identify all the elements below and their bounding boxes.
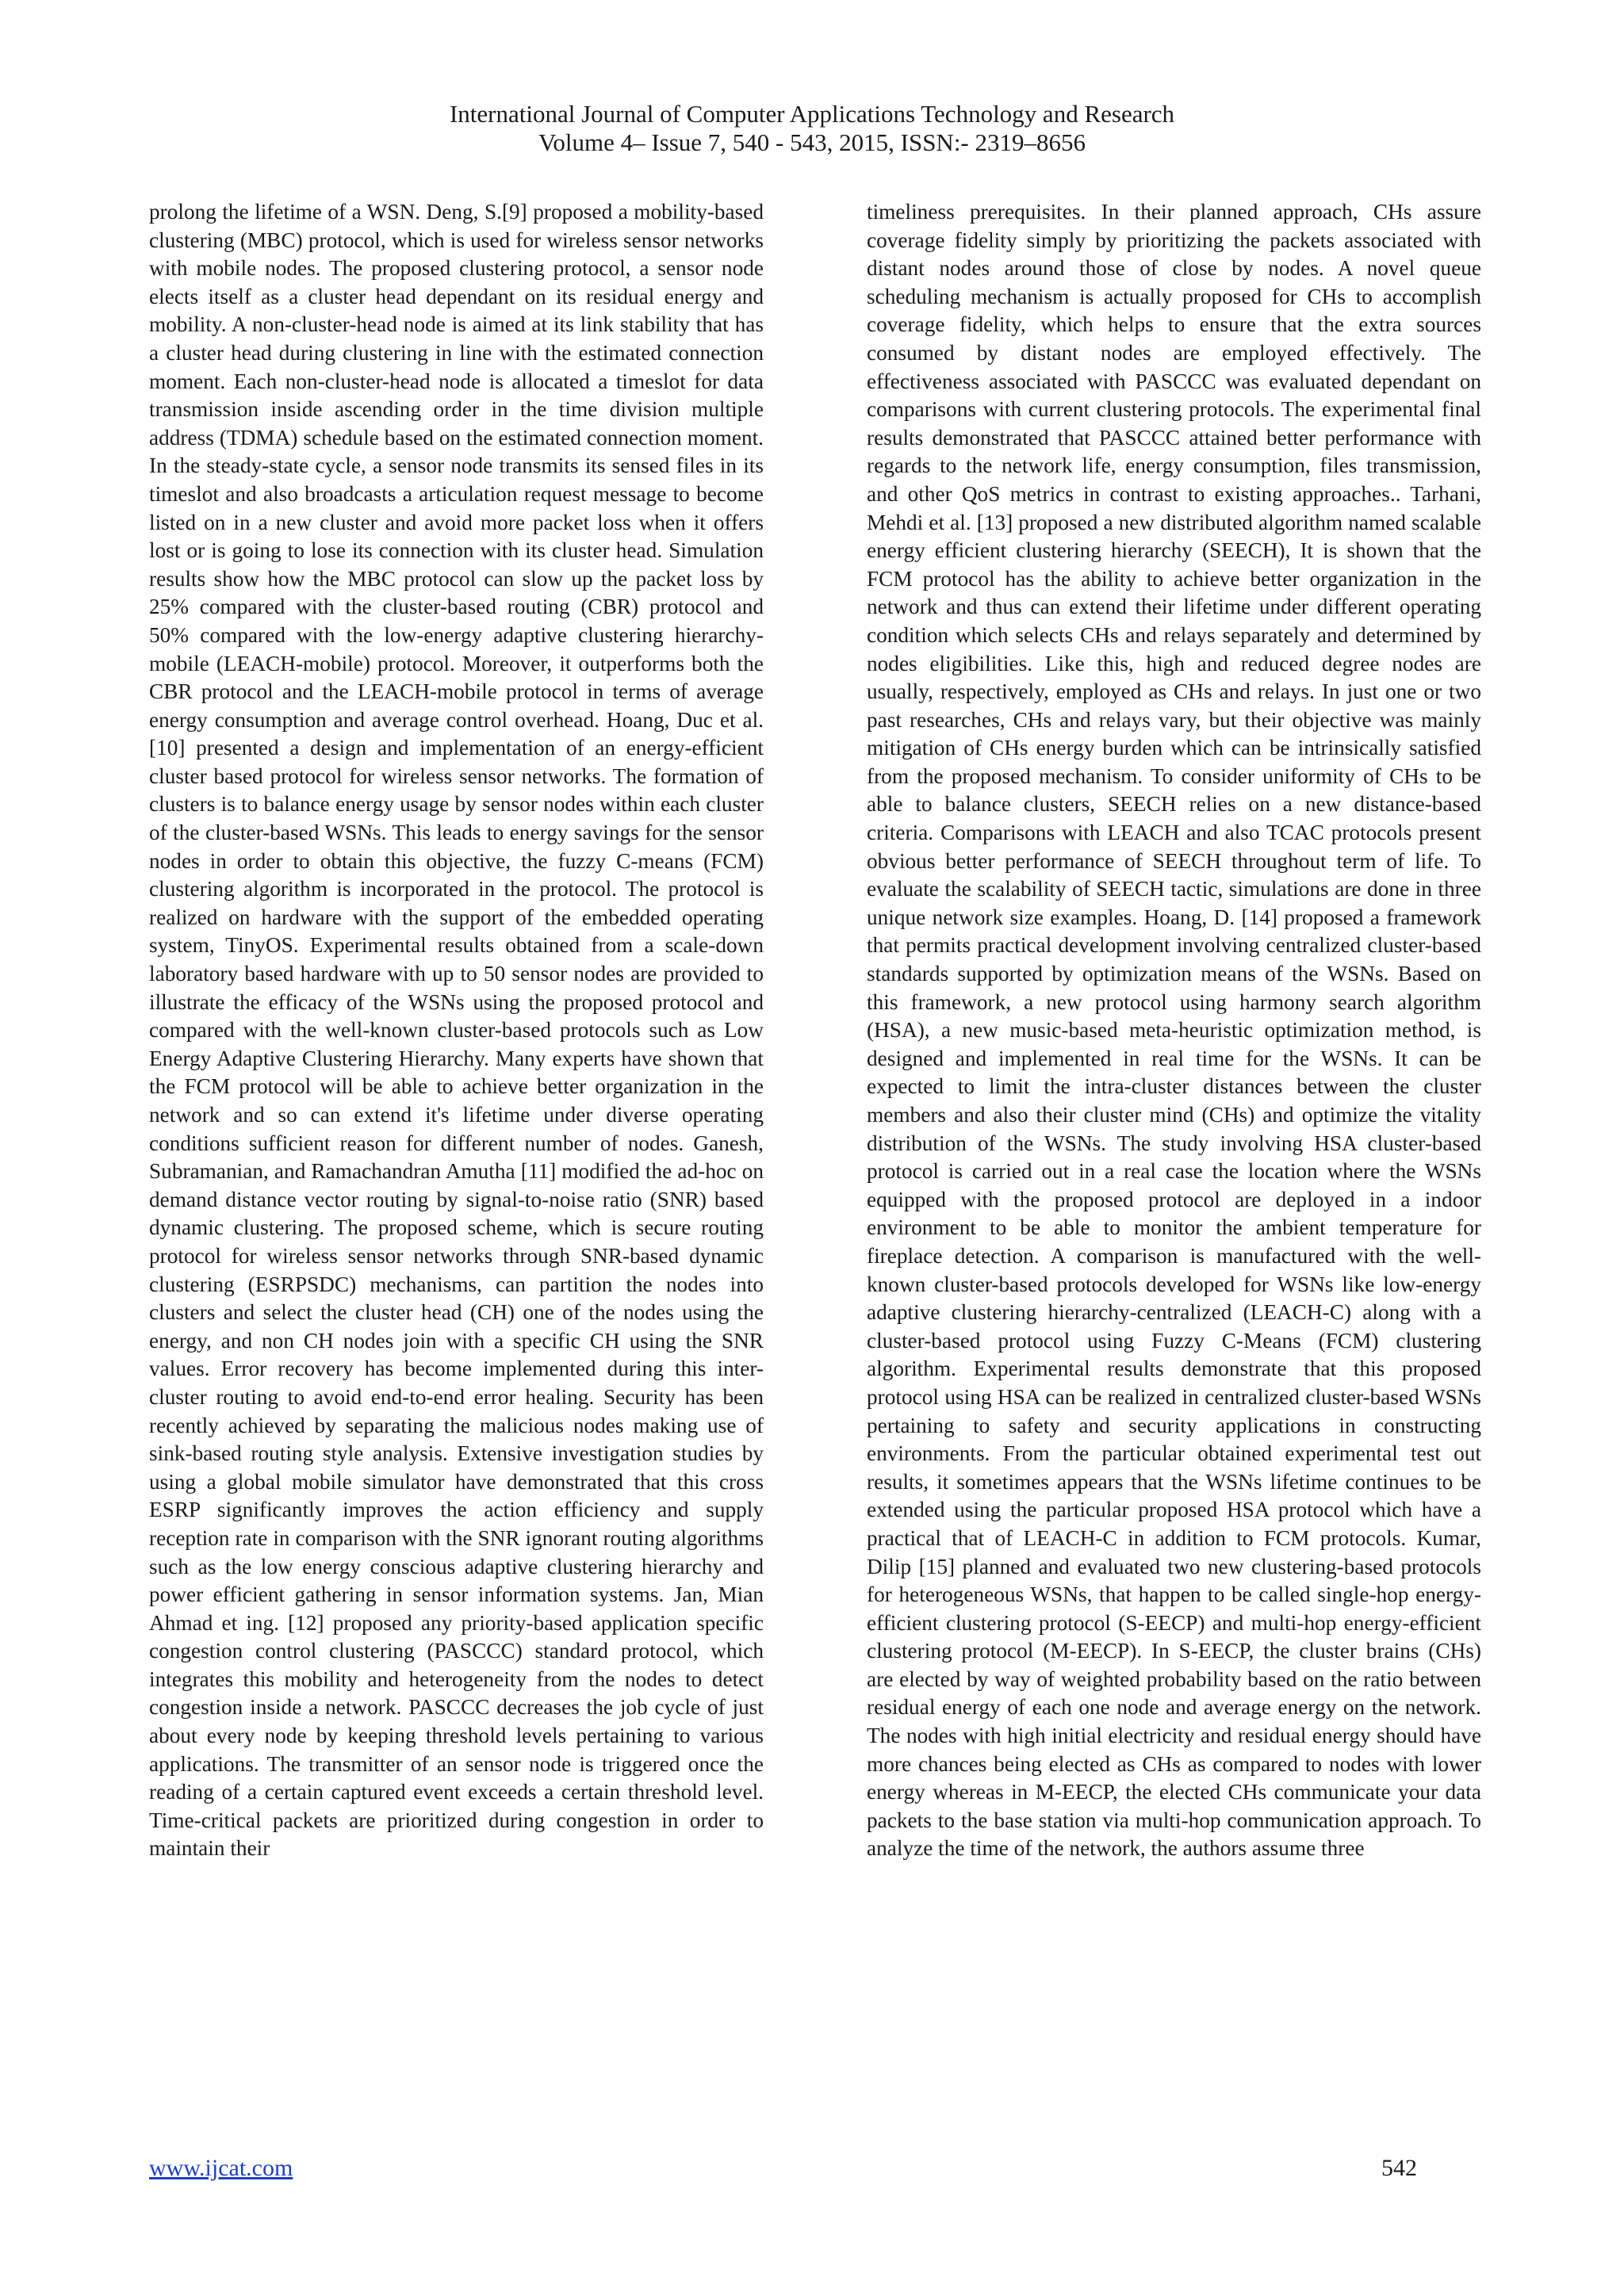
right-column [867,198,1481,1863]
left-column [149,198,764,1863]
right-column-text: timeliness prerequisites. In their planned approach, CHs assure coverage fidelity simply by prioritizing the packets associated with distant nodes around those of close by nodes. A novel queue scheduling mechanism is actually proposed for CHs to accomplish coverage fidelity, which helps to ensure that the extra sources consumed by distant nodes are employed effectively. The effectiveness associated with PASCCC was evaluated dependant on comparisons with current clustering protocols. The experimental final results demonstrated that PASCCC attained better performance with regards to the network life, energy consumption, files transmission, and other QoS metrics in contrast to existing approaches.. Tarhani, Mehdi et al. [13] proposed a new distributed algorithm named scalable energy efficient clustering hierarchy (SEECH), It is shown that the FCM protocol has the ability to achieve better organization in the network and thus can extend their lifetime under different operating condition which selects CHs and relays separately and determined by nodes eligibilities. Like this, high and reduced degree nodes are usually, respectively, employed as CHs and relays. In just one or two past researches, CHs and relays vary, but their objective was mainly mitigation of CHs energy burden which can be intrinsically satisfied from the proposed mechanism. To consider uniformity of CHs to be able to balance clusters, SEECH relies on a new distance-based criteria. Comparisons with LEACH and also TCAC protocols present obvious better performance of SEECH throughout term of life. To evaluate the scalability of SEECH tactic, simulations are done in three unique network size examples. Hoang, D. [14] proposed a framework that permits practical development involving centralized cluster-based standards supported by optimization means of the WSNs. Based on this framework, a new protocol using harmony search algorithm (HSA), a new music-based meta-heuristic optimization method, is designed and implemented in real time for the WSNs. It can be expected to limit the intra-cluster distances between the cluster members and also their cluster mind (CHs) and optimize the vitality distribution of the WSNs. The study involving HSA cluster-based protocol is carried out in a real case the location where the WSNs equipped with the proposed protocol are deployed in a indoor environment to be able to monitor the ambient temperature for fireplace detection. A comparison is manufactured with the well-known cluster-based protocols developed for WSNs like low-energy adaptive clustering hierarchy-centralized (LEACH-C) along with a cluster-based protocol using Fuzzy C-Means (FCM) clustering algorithm. Experimental results demonstrate that this proposed protocol using HSA can be realized in centralized cluster-based WSNs pertaining to safety and security applications in constructing environments. From the particular obtained experimental test out results, it sometimes appears that the WSNs lifetime continues to be extended using the particular proposed HSA protocol which have a practical that of LEACH-C in addition to FCM protocols. Kumar, Dilip [15] planned and evaluated two new clustering-based protocols for heterogeneous WSNs, that happen to be called single-hop energy-efficient clustering protocol (S-EECP) and multi-hop energy-efficient clustering protocol (M-EECP). In S-EECP, the cluster brains (CHs) are elected by way of weighted probability based on the ratio between residual energy of each one node and average energy on the network. The nodes with high initial electricity and residual energy should have more chances being elected as CHs as compared to nodes with lower energy whereas in M-EECP, the elected CHs communicate your data packets to the base station via multi-hop communication approach. To analyze the time of the network, the authors assume three [867,200,1481,1861]
journal-volume: Volume 4– Issue 7, 540 - 543, 2015, ISSN:- 2319–8656 [538,128,1086,156]
website-link[interactable]: www.ijcat.com [149,2155,293,2181]
journal-header [0,100,1624,157]
page-number: 542 [1381,2155,1417,2181]
left-column-text: prolong the lifetime of a WSN. Deng, S.[9] proposed a mobility-based clustering (MBC) protocol, which is used for wireless sensor networks with mobile nodes. The proposed clustering protocol, a sensor node elects itself as a cluster head dependant on its residual energy and mobility. A non-cluster-head node is aimed at its link stability that has a cluster head during clustering in line with the estimated connection moment. Each non-cluster-head node is allocated a timeslot for data transmission inside ascending order in the time division multiple address (TDMA) schedule based on the estimated connection moment. In the steady-state cycle, a sensor node transmits its sensed files in its timeslot and also broadcasts a articulation request message to become listed on in a new cluster and avoid more packet loss when it offers lost or is going to lose its connection with its cluster head. Simulation results show how the MBC protocol can slow up the packet loss by 25% compared with the cluster-based routing (CBR) protocol and 50% compared with the low-energy adaptive clustering hierarchy-mobile (LEACH-mobile) protocol. Moreover, it outperforms both the CBR protocol and the LEACH-mobile protocol in terms of average energy consumption and average control overhead. Hoang, Duc et al. [10] presented a design and implementation of an energy-efficient cluster based protocol for wireless sensor networks. The formation of clusters is to balance energy usage by sensor nodes within each cluster of the cluster-based WSNs. This leads to energy savings for the sensor nodes in order to obtain this objective, the fuzzy C-means (FCM) clustering algorithm is incorporated in the protocol. The protocol is realized on hardware with the support of the embedded operating system, TinyOS. Experimental results obtained from a scale-down laboratory based hardware with up to 50 sensor nodes are provided to illustrate the efficacy of the WSNs using the proposed protocol and compared with the well-known cluster-based protocols such as Low Energy Adaptive Clustering Hierarchy. Many experts have shown that the FCM protocol will be able to achieve better organization in the network and so can extend it's lifetime under diverse operating conditions sufficient reason for different number of nodes. Ganesh, Subramanian, and Ramachandran Amutha [11] modified the ad-hoc on demand distance vector routing by signal-to-noise ratio (SNR) based dynamic clustering. The proposed scheme, which is secure routing protocol for wireless sensor networks through SNR-based dynamic clustering (ESRPSDC) mechanisms, can partition the nodes into clusters and select the cluster head (CH) one of the nodes using the energy, and non CH nodes join with a specific CH using the SNR values. Error recovery has become implemented during this inter-cluster routing to avoid end-to-end error healing. Security has been recently achieved by separating the malicious nodes making use of sink-based routing style analysis. Extensive investigation studies by using a global mobile simulator have demonstrated that this cross ESRP significantly improves the action efficiency and supply reception rate in comparison with the SNR ignorant routing algorithms such as the low energy conscious adaptive clustering hierarchy and power efficient gathering in sensor information systems. Jan, Mian Ahmad et ing. [12] proposed any priority-based application specific congestion control clustering (PASCCC) standard protocol, which integrates this mobility and heterogeneity from the nodes to detect congestion inside a network. PASCCC decreases the job cycle of just about every node by keeping threshold levels pertaining to various applications. The transmitter of an sensor node is triggered once the reading of a certain captured event exceeds a certain threshold level. Time-critical packets are prioritized during congestion in order to maintain their [149,200,764,1861]
journal-title: International Journal of Computer Applications Technology and Research [449,100,1175,128]
